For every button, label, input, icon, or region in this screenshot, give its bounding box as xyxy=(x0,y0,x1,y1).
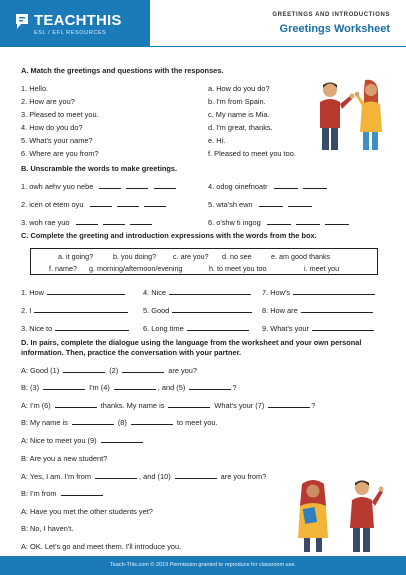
scrambled-words: 5. wta'sh ewn xyxy=(208,200,253,209)
answer-blank[interactable] xyxy=(144,200,166,207)
item-prompt: 1. How xyxy=(21,288,45,297)
list-item xyxy=(143,324,249,333)
answer-blank[interactable] xyxy=(72,418,114,425)
answer-blank[interactable] xyxy=(154,182,176,189)
answer-blank[interactable] xyxy=(130,218,152,225)
dialogue-line: B: (3) I'm (4) , and (5) ? xyxy=(21,383,237,392)
list-item: 3. Pleased to meet you. xyxy=(21,110,99,119)
dialogue-line: B: My name is (8) to meet you. xyxy=(21,418,218,427)
list-item: 1. Hello. xyxy=(21,84,49,93)
list-item xyxy=(262,306,373,315)
list-item xyxy=(21,306,128,315)
list-item xyxy=(208,218,349,227)
list-item xyxy=(262,324,374,333)
answer-blank[interactable] xyxy=(117,200,139,207)
answer-blank[interactable] xyxy=(114,383,156,390)
word-option: a. it going? xyxy=(58,252,94,261)
list-item xyxy=(21,200,166,209)
item-prompt: 4. Nice xyxy=(143,288,167,297)
answer-blank[interactable] xyxy=(172,306,252,313)
list-item xyxy=(21,218,152,227)
speech-bubble-icon xyxy=(14,12,30,32)
item-prompt: 8. How are xyxy=(262,306,298,315)
answer-blank[interactable] xyxy=(55,401,97,408)
word-box xyxy=(30,248,378,275)
students-illustration xyxy=(296,476,386,554)
answer-blank[interactable] xyxy=(61,489,103,496)
list-item xyxy=(143,306,252,315)
scrambled-words: 4. odog oinefnoatr xyxy=(208,182,268,191)
brand-subtitle: ESL / EFL RESOURCES xyxy=(34,30,107,36)
brand-name: TEACHTHIS xyxy=(34,12,122,29)
section-b-title: B. Unscramble the words to make greetings. xyxy=(21,164,178,173)
list-item xyxy=(143,288,251,297)
answer-blank[interactable] xyxy=(268,401,310,408)
answer-blank[interactable] xyxy=(293,288,375,295)
list-item: 6. Where are you from? xyxy=(21,149,99,158)
answer-blank[interactable] xyxy=(103,218,125,225)
answer-blank[interactable] xyxy=(296,218,320,225)
list-item xyxy=(21,182,176,191)
list-item: e. Hi. xyxy=(208,136,226,145)
item-prompt: 3. Nice to xyxy=(21,324,53,333)
list-item: a. How do you do? xyxy=(208,84,270,93)
answer-blank[interactable] xyxy=(168,401,210,408)
list-item: b. I'm from Spain. xyxy=(208,97,266,106)
answer-blank[interactable] xyxy=(259,200,283,207)
scrambled-words: 3. woh rae yuo xyxy=(21,218,70,227)
word-option: b. you doing? xyxy=(113,252,157,261)
answer-blank[interactable] xyxy=(175,472,217,479)
answer-blank[interactable] xyxy=(187,324,249,331)
answer-blank[interactable] xyxy=(312,324,374,331)
list-item xyxy=(21,288,125,297)
list-item xyxy=(21,324,129,333)
list-item: c. My name is Mia. xyxy=(208,110,270,119)
answer-blank[interactable] xyxy=(274,182,298,189)
list-item: d. I'm great, thanks. xyxy=(208,123,273,132)
list-item: 2. How are you? xyxy=(21,97,75,106)
answer-blank[interactable] xyxy=(76,218,98,225)
page-footer: Teach-This.com © 2019 Permission granted to reproduce for classroom use. xyxy=(0,556,406,575)
list-item xyxy=(208,182,327,191)
word-option: i. meet you xyxy=(304,264,340,273)
dialogue-line: B: Are you a new student? xyxy=(21,454,108,463)
dialogue-line: A: Yes, I am. I'm from , and (10) are you from? xyxy=(21,472,267,481)
scrambled-words: 6. o'shw ti ingog xyxy=(208,218,261,227)
answer-blank[interactable] xyxy=(47,288,125,295)
list-item: f. Pleased to meet you too. xyxy=(208,149,296,158)
answer-blank[interactable] xyxy=(43,383,85,390)
dialogue-line: A: Have you met the other students yet? xyxy=(21,507,153,516)
answer-blank[interactable] xyxy=(301,306,373,313)
item-prompt: 9. What's your xyxy=(262,324,310,333)
word-option: f. name? xyxy=(49,264,77,273)
answer-blank[interactable] xyxy=(55,324,129,331)
answer-blank[interactable] xyxy=(90,200,112,207)
section-a-title: A. Match the greetings and questions with the responses. xyxy=(21,66,224,75)
item-prompt: 5. Good xyxy=(143,306,170,315)
answer-blank[interactable] xyxy=(101,436,143,443)
scrambled-words: 2. icen ot etem oyu xyxy=(21,200,84,209)
answer-blank[interactable] xyxy=(122,366,164,373)
answer-blank[interactable] xyxy=(99,182,121,189)
dialogue-line: A: Nice to meet you (9) xyxy=(21,436,143,445)
worksheet-header xyxy=(0,0,406,50)
list-item xyxy=(208,200,312,209)
answer-blank[interactable] xyxy=(267,218,291,225)
answer-blank[interactable] xyxy=(303,182,327,189)
dialogue-line: A: I'm (6) thanks. My name is What's your (7) ? xyxy=(21,401,316,410)
answer-blank[interactable] xyxy=(189,383,231,390)
header-divider xyxy=(150,46,406,47)
word-option: c. are you? xyxy=(173,252,209,261)
list-item xyxy=(262,288,375,297)
list-item: 5. What's your name? xyxy=(21,136,93,145)
scrambled-words: 1. owh aehv yuo nebe xyxy=(21,182,94,191)
list-item: 4. How do you do? xyxy=(21,123,83,132)
answer-blank[interactable] xyxy=(95,472,137,479)
dialogue-line: A: Good (1) (2) are you? xyxy=(21,366,198,375)
dialogue-line: A: OK. Let's go and meet them. I'll introduce you. xyxy=(21,542,182,551)
item-prompt: 7. How's xyxy=(262,288,291,297)
worksheet-title: Greetings Worksheet xyxy=(279,23,390,35)
answer-blank[interactable] xyxy=(131,418,173,425)
word-option: h. to meet you too xyxy=(209,264,267,273)
word-option: e. am good thanks xyxy=(271,252,331,261)
section-c-title: C. Complete the greeting and introduction expressions with the words from the box. xyxy=(21,231,317,240)
answer-blank[interactable] xyxy=(63,366,105,373)
answer-blank[interactable] xyxy=(169,288,251,295)
brand-logo-bar xyxy=(0,0,150,47)
answer-blank[interactable] xyxy=(288,200,312,207)
greeting-people-illustration xyxy=(312,76,388,156)
section-d-title: D. In pairs, complete the dialogue using the language from the worksheet and your own personal information. Then, practice the conversation with your partner. xyxy=(21,338,362,357)
worksheet-topic: GREETINGS AND INTRODUCTIONS xyxy=(272,12,390,18)
word-option: g. morning/afternoon/evening xyxy=(89,264,183,273)
answer-blank[interactable] xyxy=(34,306,128,313)
dialogue-line: B: No, I haven't. xyxy=(21,524,74,533)
item-prompt: 2. I xyxy=(21,306,32,315)
word-option: d. no see xyxy=(222,252,252,261)
answer-blank[interactable] xyxy=(126,182,148,189)
dialogue-line: B: I'm from xyxy=(21,489,103,498)
answer-blank[interactable] xyxy=(325,218,349,225)
header-titles xyxy=(272,12,390,35)
item-prompt: 6. Long time xyxy=(143,324,184,333)
